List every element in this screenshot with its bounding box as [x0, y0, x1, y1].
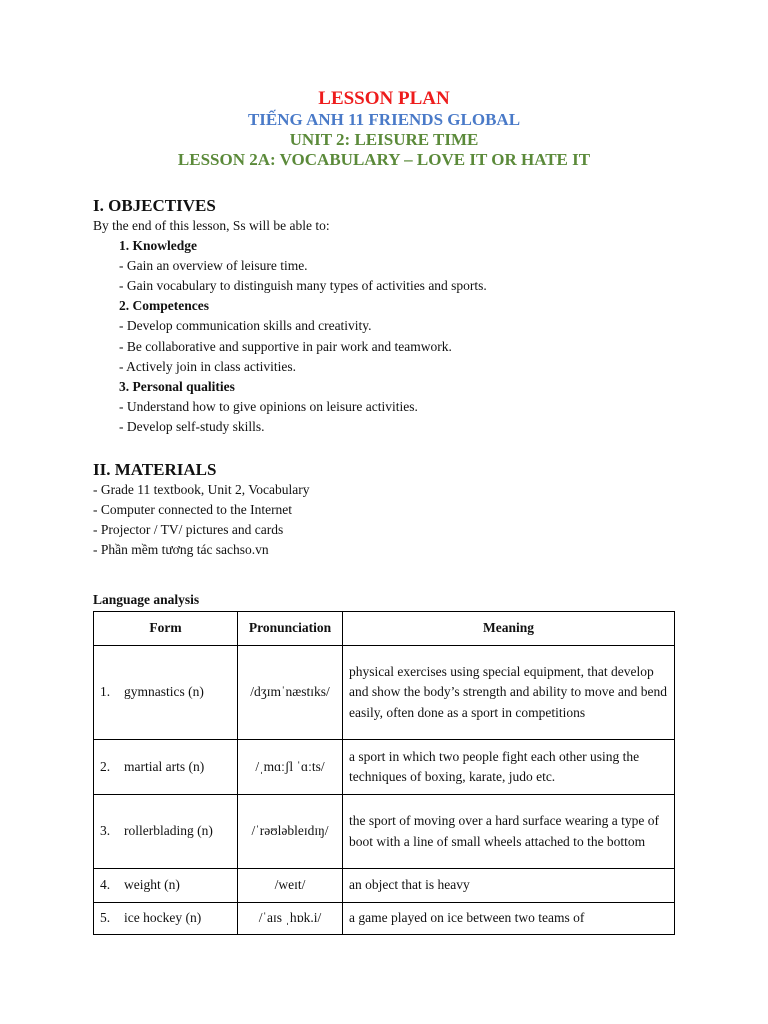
materials-section	[93, 460, 693, 560]
form-cell	[94, 646, 238, 740]
row-number: 5.	[100, 910, 111, 926]
competence-item: - Actively join in class activities.	[119, 358, 296, 374]
table-row	[94, 903, 675, 935]
quality-item: - Develop self-study skills.	[119, 418, 265, 434]
objectives-intro: By the end of this lesson, Ss will be able to:	[93, 218, 330, 233]
table-row	[94, 795, 675, 869]
knowledge-heading: 1. Knowledge	[119, 238, 198, 254]
qualities-heading: 3. Personal qualities	[119, 378, 235, 394]
form-text: gymnastics (n)	[124, 684, 204, 700]
lesson-title: LESSON 2A: VOCABULARY – LOVE IT OR HATE IT	[177, 150, 591, 169]
quality-item: - Understand how to give opinions on leisure activities.	[119, 398, 418, 414]
objectives-section	[93, 196, 693, 437]
form-cell	[94, 795, 238, 869]
unit-title: UNIT 2: LEISURE TIME	[289, 130, 479, 149]
material-item: - Grade 11 textbook, Unit 2, Vocabulary	[93, 482, 310, 497]
meaning-cell: the sport of moving over a hard surface wearing a type of boot with a line of small wheels attached to the bottom	[343, 795, 675, 869]
table-row	[94, 646, 675, 740]
materials-heading: II. MATERIALS	[93, 460, 217, 479]
form-cell	[94, 869, 238, 903]
column-header-pronunciation: Pronunciation	[238, 612, 343, 646]
doc-title: LESSON PLAN	[318, 88, 450, 109]
form-text: martial arts (n)	[124, 758, 205, 774]
pronunciation-cell: /ˈrəʊləbleɪdɪŋ/	[238, 795, 343, 869]
material-item: - Projector / TV/ pictures and cards	[93, 522, 284, 538]
language-analysis-table	[93, 611, 675, 935]
material-item: - Computer connected to the Internet	[93, 502, 293, 518]
knowledge-item: - Gain an overview of leisure time.	[119, 258, 308, 274]
form-text: rollerblading (n)	[124, 823, 213, 839]
row-number: 1.	[100, 684, 111, 700]
competence-item: - Develop communication skills and creativity.	[119, 318, 372, 334]
row-number: 4.	[100, 877, 111, 893]
table-row	[94, 869, 675, 903]
row-number: 3.	[100, 823, 111, 839]
form-cell	[94, 903, 238, 935]
meaning-cell: a sport in which two people fight each other using the techniques of boxing, karate, judo etc.	[343, 740, 675, 795]
competences-heading: 2. Competences	[119, 298, 209, 314]
column-header-meaning: Meaning	[343, 612, 675, 646]
course-title: TIẾNG ANH 11 FRIENDS GLOBAL	[247, 110, 521, 129]
table-header-row	[94, 612, 675, 646]
pronunciation-cell: /ˌmɑːʃl ˈɑːts/	[238, 740, 343, 795]
language-analysis-label: Language analysis	[93, 592, 200, 607]
material-item: - Phần mềm tương tác sachso.vn	[93, 542, 269, 558]
knowledge-item: - Gain vocabulary to distinguish many types of activities and sports.	[119, 278, 487, 294]
row-number: 2.	[100, 758, 111, 774]
meaning-cell: an object that is heavy	[343, 869, 675, 903]
competence-item: - Be collaborative and supportive in pair work and teamwork.	[119, 338, 452, 354]
column-header-form: Form	[94, 612, 238, 646]
form-text: ice hockey (n)	[124, 910, 202, 926]
objectives-heading: I. OBJECTIVES	[93, 196, 216, 215]
table-row	[94, 740, 675, 795]
meaning-cell: physical exercises using special equipment, that develop and show the body’s strength and ability to move and bend easily, often done as a sport in competitions	[343, 646, 675, 740]
form-text: weight (n)	[124, 877, 180, 893]
pronunciation-cell: /ˈaɪs ˌhɒk.i/	[238, 903, 343, 935]
title-block	[0, 88, 768, 170]
pronunciation-cell: /dʒɪmˈnæstɪks/	[238, 646, 343, 740]
meaning-cell: a game played on ice between two teams of	[343, 903, 675, 935]
form-cell	[94, 740, 238, 795]
pronunciation-cell: /weɪt/	[238, 869, 343, 903]
